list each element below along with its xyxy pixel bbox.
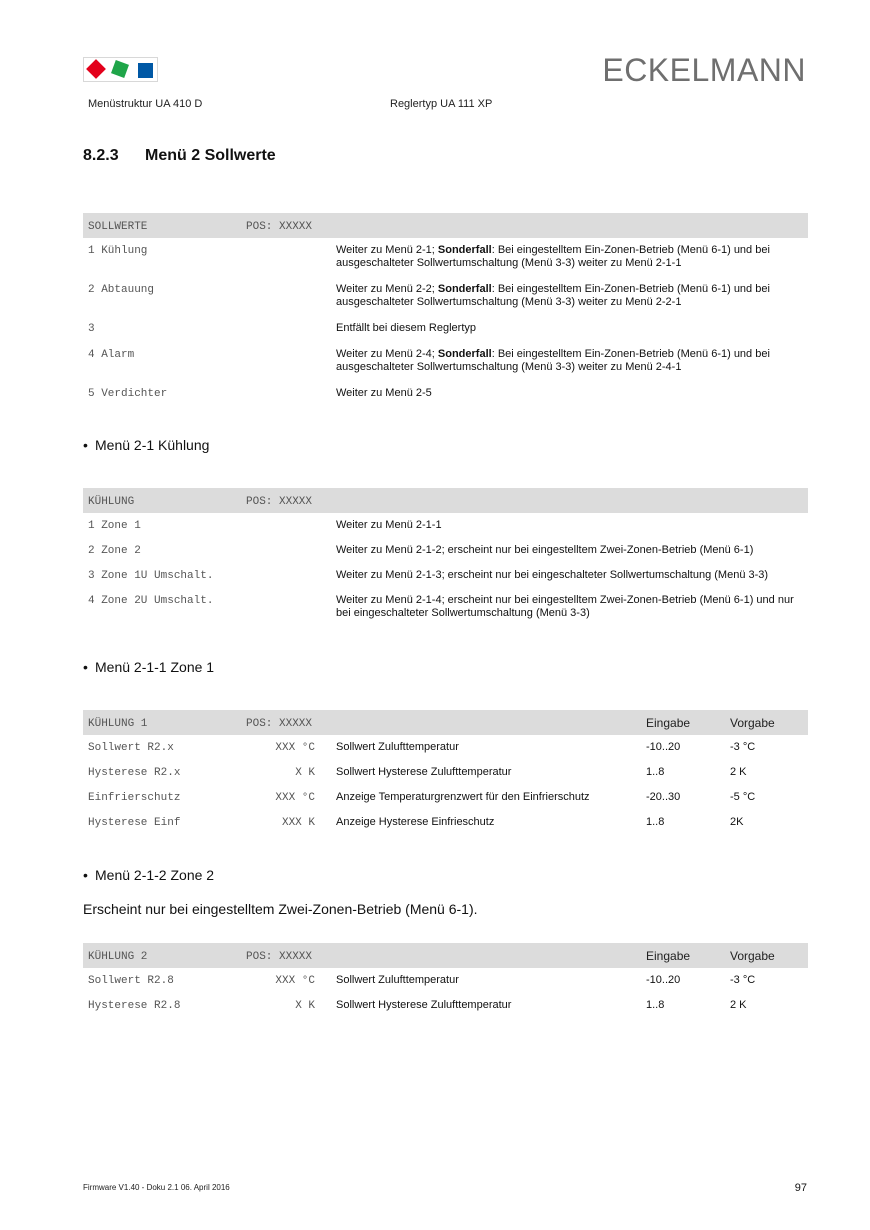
row-description: Weiter zu Menü 2-1-3; erscheint nur bei eingeschalteter Sollwertumschaltung (Menü 3-3) [336,569,769,581]
vorgabe-default: 2K [730,816,744,828]
row-description: Sollwert Hysterese Zulufttemperatur [336,766,512,778]
table-kuehlung [83,488,808,626]
vorgabe-default: 2 K [730,999,747,1011]
table-row [83,316,808,342]
header-left: Menüstruktur UA 410 D [88,98,203,110]
table-header [83,710,808,735]
parameter-value: XXX °C [275,975,315,987]
menu-item: 1 Zone 1 [88,520,141,532]
row-description: Weiter zu Menü 2-1; Sonderfall: Bei eingestelltem Ein-Zonen-Betrieb (Menü 6-1) und bei ausgeschalteter Sollwertumschaltung (Menü 3-3) weiter zu Menü 2-1-1 [336,244,770,269]
menu-item: 4 Alarm [88,349,135,361]
menu-name: KÜHLUNG 2 [88,951,148,963]
vorgabe-default: 2 K [730,766,747,778]
parameter-name: Hysterese R2.x [88,767,181,779]
menu-pos: POS: XXXXX [246,496,313,508]
bullet-icon: • [83,437,88,453]
bullet-icon: • [83,659,88,675]
parameter-name: Einfrierschutz [88,792,181,804]
vorgabe-default: -3 °C [730,741,756,753]
row-description: Anzeige Temperaturgrenzwert für den Einfrierschutz [336,791,590,803]
table-header [83,488,808,513]
parameter-name: Sollwert R2.8 [88,975,174,987]
row-description: Sollwert Zulufttemperatur [336,974,459,986]
column-eingabe: Eingabe [646,716,691,730]
row-description: Anzeige Hysterese Einfrieschutz [336,816,495,828]
parameter-value: X K [295,767,315,779]
note-paragraph: Erscheint nur bei eingestelltem Zwei-Zonen-Betrieb (Menü 6-1). [83,901,478,917]
brand-name: ECKELMANN [602,52,806,88]
eingabe-range: 1..8 [646,816,665,828]
table-row [83,563,808,588]
menu-item: 2 Zone 2 [88,545,141,557]
section-number: 8.2.3 [83,147,119,164]
header-center: Reglertyp UA 111 XP [390,98,493,110]
table-sollwerte [83,213,808,407]
column-vorgabe: Vorgabe [730,949,775,963]
bullet-heading: • Menü 2-1 Kühlung [83,437,210,453]
section-heading [83,147,276,165]
menu-name: SOLLWERTE [88,221,148,233]
table-row [83,538,808,563]
bullet-heading: • Menü 2-1-1 Zone 1 [83,659,215,675]
menu-pos: POS: XXXXX [246,718,313,730]
table-kuehlung-2 [83,943,808,1018]
column-eingabe: Eingabe [646,949,691,963]
eingabe-range: -10..20 [646,741,681,753]
menu-item: 3 Zone 1U Umschalt. [88,570,214,582]
row-description: Weiter zu Menü 2-4; Sonderfall: Bei eingestelltem Ein-Zonen-Betrieb (Menü 6-1) und bei ausgeschalteter Sollwertumschaltung (Menü 3-3) weiter zu Menü 2-4-1 [336,348,770,373]
menu-item: 2 Abtauung [88,284,155,296]
vorgabe-default: -3 °C [730,974,756,986]
table-row [83,735,808,760]
eckelmann-logo-icon [83,57,158,82]
table-row [83,968,808,993]
menu-pos: POS: XXXXX [246,221,313,233]
table-row [83,810,808,835]
table-row [83,588,808,626]
row-description: Sollwert Hysterese Zulufttemperatur [336,999,512,1011]
menu-item: 1 Kühlung [88,245,148,257]
footer-firmware: Firmware V1.40 - Doku 2.1 06. April 2016 [83,1183,230,1192]
table-kuehlung-1 [83,710,808,835]
table-row [83,760,808,785]
vorgabe-default: -5 °C [730,791,756,803]
menu-item: 3 [88,323,95,335]
eingabe-range: -20..30 [646,791,681,803]
menu-pos: POS: XXXXX [246,951,313,963]
parameter-name: Hysterese R2.8 [88,1000,181,1012]
table-row [83,342,808,381]
menu-name: KÜHLUNG 1 [88,718,148,730]
parameter-name: Sollwert R2.x [88,742,174,754]
parameter-value: XXX °C [275,792,315,804]
menu-item: 5 Verdichter [88,388,168,400]
menu-name: KÜHLUNG [88,496,135,508]
row-description: Weiter zu Menü 2-1-4; erscheint nur bei eingestelltem Zwei-Zonen-Betrieb (Menü 6-1) und nur bei eingeschalteter Sollwertumschaltung (Menü 3-3) [336,594,794,619]
row-description: Weiter zu Menü 2-1-2; erscheint nur bei eingestelltem Zwei-Zonen-Betrieb (Menü 6-1) [336,544,754,556]
parameter-value: X K [295,1000,315,1012]
eingabe-range: 1..8 [646,766,665,778]
table-row [83,513,808,538]
table-row [83,277,808,316]
eingabe-range: 1..8 [646,999,665,1011]
table-header [83,213,808,238]
table-header [83,943,808,968]
row-description: Weiter zu Menü 2-5 [336,387,432,399]
column-vorgabe: Vorgabe [730,716,775,730]
table-row [83,785,808,810]
row-description: Sollwert Zulufttemperatur [336,741,459,753]
parameter-value: XXX °C [275,742,315,754]
table-row [83,381,808,407]
row-description: Weiter zu Menü 2-2; Sonderfall: Bei eingestelltem Ein-Zonen-Betrieb (Menü 6-1) und bei ausgeschalteter Sollwertumschaltung (Menü 3-3) weiter zu Menü 2-2-1 [336,283,770,308]
bullet-icon: • [83,867,88,883]
bullet-heading: • Menü 2-1-2 Zone 2 [83,867,215,883]
page-number: 97 [794,1182,807,1194]
eingabe-range: -10..20 [646,974,681,986]
table-row [83,238,808,277]
parameter-value: XXX K [281,817,315,829]
row-description: Entfällt bei diesem Reglertyp [336,322,477,334]
parameter-name: Hysterese Einf [88,817,181,829]
section-title: Menü 2 Sollwerte [145,147,276,164]
table-row [83,993,808,1018]
menu-item: 4 Zone 2U Umschalt. [88,595,214,607]
row-description: Weiter zu Menü 2-1-1 [336,519,442,531]
